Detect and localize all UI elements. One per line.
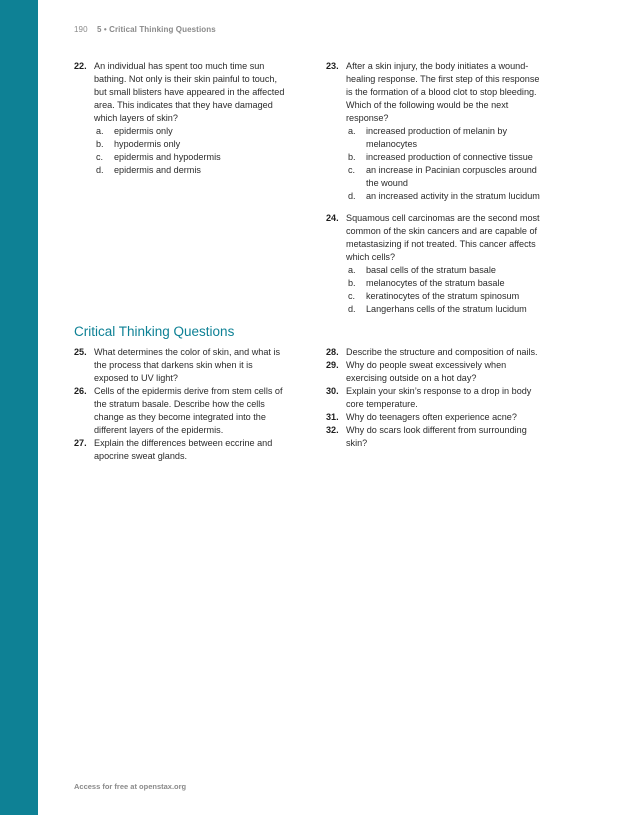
option-list [346, 125, 541, 203]
question-text: Describe the structure and composition of nails. [346, 347, 538, 357]
question-number: 23. [326, 61, 339, 71]
question-number: 30. [326, 386, 339, 396]
option-letter: c. [96, 152, 104, 162]
option-letter: d. [348, 304, 356, 314]
right-column-critical [326, 346, 541, 450]
question-32 [326, 424, 541, 450]
question-number: 29. [326, 360, 339, 370]
option-text: increased production of melanin by melanocytes [366, 126, 508, 149]
question-29 [326, 359, 541, 385]
option-text: keratinocytes of the stratum spinosum [366, 291, 520, 301]
option-letter: c. [348, 291, 356, 301]
question-number: 22. [74, 61, 87, 71]
option [346, 277, 541, 290]
question-28 [326, 346, 541, 359]
option-text: epidermis and dermis [114, 165, 201, 175]
question-number: 27. [74, 438, 87, 448]
option-text: hypodermis only [114, 139, 181, 149]
option-letter: a. [348, 265, 356, 275]
option-letter: d. [348, 191, 356, 201]
running-head: 5 • Critical Thinking Questions [96, 25, 216, 34]
question-25 [74, 346, 289, 385]
page-footer: Access for free at openstax.org [74, 782, 187, 791]
page-sidebar-band [0, 0, 38, 815]
page-header [74, 25, 216, 34]
option-letter: c. [348, 165, 356, 175]
question-30 [326, 385, 541, 411]
question-number: 26. [74, 386, 87, 396]
question-31 [326, 411, 541, 424]
option-letter: d. [96, 165, 104, 175]
question-24 [326, 212, 541, 316]
option [94, 138, 289, 151]
left-column-critical [74, 346, 289, 463]
option-text: basal cells of the stratum basale [366, 265, 496, 275]
right-column-review [326, 60, 541, 316]
question-text: Explain your skin’s response to a drop in body core temperature. [346, 386, 532, 409]
option-text: Langerhans cells of the stratum lucidum [366, 304, 527, 314]
question-text: Why do teenagers often experience acne? [346, 412, 517, 422]
left-column-review [74, 60, 289, 177]
option [346, 164, 541, 190]
option [346, 303, 541, 316]
question-number: 28. [326, 347, 339, 357]
question-text: An individual has spent too much time sun bathing. Not only is their skin painful to touch, but small blisters have appeared in the affected area. This indicates that they have damaged which layers of skin? [94, 61, 285, 123]
question-text: Squamous cell carcinomas are the second most common of the skin cancers and are capable of metastasizing if not treated. This cancer affects which cells? [346, 213, 540, 262]
option-list [94, 125, 289, 177]
option [94, 164, 289, 177]
option [94, 151, 289, 164]
question-text: Explain the differences between eccrine and apocrine sweat glands. [94, 438, 273, 461]
option-text: an increased activity in the stratum lucidum [366, 191, 540, 201]
option [346, 264, 541, 277]
question-number: 24. [326, 213, 339, 223]
option-text: increased production of connective tissue [366, 152, 533, 162]
question-number: 25. [74, 347, 87, 357]
option-list [346, 264, 541, 316]
page-number: 190 [74, 25, 88, 34]
question-text: Cells of the epidermis derive from stem cells of the stratum basale. Describe how the cells change as they become integrated into the different layers of the epidermis. [94, 386, 283, 435]
option [346, 151, 541, 164]
question-22 [74, 60, 289, 177]
option [346, 125, 541, 151]
question-text: What determines the color of skin, and what is the process that darkens skin when it is exposed to UV light? [94, 347, 281, 383]
question-27 [74, 437, 289, 463]
option [94, 125, 289, 138]
option [346, 190, 541, 203]
option-letter: a. [96, 126, 104, 136]
option-letter: b. [96, 139, 104, 149]
option-letter: a. [348, 126, 356, 136]
option-text: epidermis only [114, 126, 173, 136]
question-23 [326, 60, 541, 203]
option [346, 290, 541, 303]
question-number: 31. [326, 412, 339, 422]
option-letter: b. [348, 152, 356, 162]
question-number: 32. [326, 425, 339, 435]
question-text: Why do people sweat excessively when exercising outside on a hot day? [346, 360, 507, 383]
section-heading: Critical Thinking Questions [74, 324, 235, 339]
option-text: an increase in Pacinian corpuscles around the wound [366, 165, 537, 188]
question-text: Why do scars look different from surrounding skin? [346, 425, 527, 448]
question-26 [74, 385, 289, 437]
option-letter: b. [348, 278, 356, 288]
question-text: After a skin injury, the body initiates a wound-healing response. The first step of this response is the formation of a blood clot to stop bleeding. Which of the following would be the next response? [346, 61, 540, 123]
option-text: melanocytes of the stratum basale [366, 278, 505, 288]
option-text: epidermis and hypodermis [114, 152, 221, 162]
